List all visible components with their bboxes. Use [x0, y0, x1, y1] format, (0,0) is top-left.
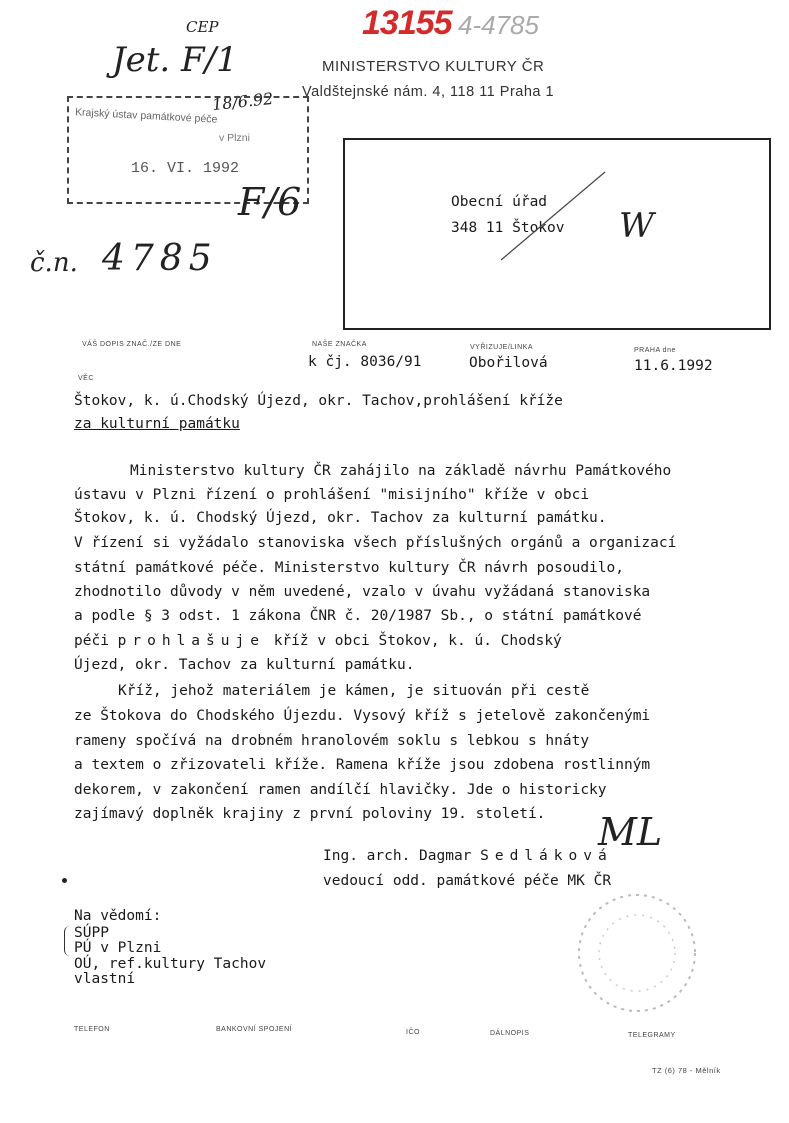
- footer-telegramy: TELEGRAMY: [628, 1032, 676, 1039]
- body-p1-line: a podle § 3 odst. 1 zákona ČNR č. 20/1987 Sb., o státní památkové: [74, 608, 642, 624]
- signatory-title: vedoucí odd. památkové péče MK ČR: [323, 873, 612, 889]
- our-ref-value: k čj. 8036/91: [308, 354, 422, 370]
- recipient-strike-line: [495, 168, 625, 268]
- recipient-address-box: [343, 138, 771, 330]
- distribution-item: SÚPP: [74, 925, 109, 941]
- signatory-prefix: Ing. arch. Dagmar: [323, 848, 472, 864]
- declaration-start: péči: [74, 633, 109, 649]
- handwritten-date-note: 18/6.92: [211, 88, 275, 115]
- stamp-line1: Krajský ústav památkové péče: [74, 106, 218, 126]
- distribution-bracket: [64, 926, 71, 956]
- handwritten-cep: CEP: [186, 18, 219, 36]
- footer-bank: BANKOVNÍ SPOJENÍ: [216, 1026, 293, 1033]
- body-p1-line: ústavu v Plzni řízení o prohlášení "misijního" kříže v obci: [74, 487, 590, 503]
- body-p1-line: Újezd, okr. Tachov za kulturní památku.: [74, 657, 415, 673]
- subject-label: VĚC: [78, 375, 94, 382]
- handwritten-file-ref: Jet. F/1: [112, 40, 238, 80]
- body-p2-line: ze Štokova do Chodského Újezdu. Vysový kříž s jetelově zakončenými: [74, 708, 651, 724]
- handwritten-filing-code: F/6: [238, 180, 302, 224]
- ministry-address: Valdštejnské nám. 4, 118 11 Praha 1: [302, 84, 555, 100]
- our-ref-label: NAŠE ZNAČKA: [312, 341, 367, 348]
- body-p1-line: státní památkové péče. Ministerstvo kultury ČR návrh posoudilo,: [74, 560, 624, 576]
- body-p1-line: V řízení si vyžádalo stanoviska všech příslušných orgánů a organizací: [74, 535, 677, 551]
- signature-initials: ML: [598, 810, 663, 854]
- signatory-name: [323, 848, 613, 864]
- body-p2-line: dekorem, v zakončení ramen andílčí hlavičky. Jde o historicky: [74, 782, 607, 798]
- body-p1-line: Štokov, k. ú. Chodský Újezd, okr. Tachov za kulturní památku.: [74, 510, 607, 526]
- ministry-name: MINISTERSTVO KULTURY ČR: [322, 58, 545, 75]
- registry-number-gray: 4-4785: [458, 10, 539, 40]
- official-round-stamp: [572, 888, 702, 1018]
- declaration-rest: kříž v obci Štokov, k. ú. Chodský: [273, 633, 562, 649]
- footer-dalnopis: DÁLNOPIS: [490, 1030, 530, 1037]
- body-p1-line-declaration: [74, 633, 562, 649]
- distribution-item: vlastní: [74, 971, 136, 987]
- stamp-date: 16. VI. 1992: [131, 160, 240, 177]
- recipient-name: Obecní úřad: [451, 194, 548, 210]
- recipient-handwritten-mark: W: [619, 206, 654, 246]
- registry-number-red: 13155: [362, 4, 452, 42]
- handled-by-label: VYŘIZUJE/LINKA: [470, 344, 534, 351]
- handwritten-cislo-value: 4785: [102, 238, 218, 279]
- recipient-address: 348 11 Štokov: [451, 220, 565, 236]
- distribution-label: Na vědomí:: [74, 908, 162, 924]
- body-p1-line: Ministerstvo kultury ČR zahájilo na základě návrhu Památkového: [130, 463, 672, 479]
- body-p1-line: zhodnotilo důvody v něm uvedené, vzalo v úvahu vyžádaná stanoviska: [74, 584, 651, 600]
- margin-dot: [62, 878, 67, 883]
- footer-telefon: TELEFON: [74, 1026, 110, 1033]
- footer-print-code: TZ (6) 78 - Mělník: [652, 1066, 721, 1075]
- subject-line2: za kulturní památku: [74, 416, 240, 432]
- distribution-item: PÚ v Plzni: [74, 940, 162, 956]
- declaration-keyword: prohlašuje: [117, 633, 265, 649]
- stamp-line2: v Plzni: [219, 132, 250, 144]
- your-letter-label: VÁŠ DOPIS ZNAČ./ZE DNE: [82, 341, 182, 348]
- handwritten-cislo-label: č.n.: [30, 248, 78, 278]
- body-p2-line: a textem o zřizovateli kříže. Ramena kříže jsou zdobena rostlinným: [74, 757, 651, 773]
- signatory-surname: Sedláková: [480, 848, 613, 864]
- footer-ico: IČO: [406, 1029, 420, 1036]
- subject-line1: Štokov, k. ú.Chodský Újezd, okr. Tachov,prohlášení kříže: [74, 393, 563, 409]
- body-p2-line: rameny spočívá na drobném hranolovém soklu s lebkou s hnáty: [74, 733, 590, 749]
- body-p2-line: zajímavý doplněk krajiny z první poloviny 19. století.: [74, 806, 546, 822]
- handled-by-value: Obořilová: [469, 355, 548, 371]
- body-p2-line: Kříž, jehož materiálem je kámen, je situován při cestě: [118, 683, 590, 699]
- distribution-item: OÚ, ref.kultury Tachov: [74, 956, 267, 972]
- date-value: 11.6.1992: [634, 358, 713, 374]
- place-date-label: PRAHA dne: [634, 347, 676, 354]
